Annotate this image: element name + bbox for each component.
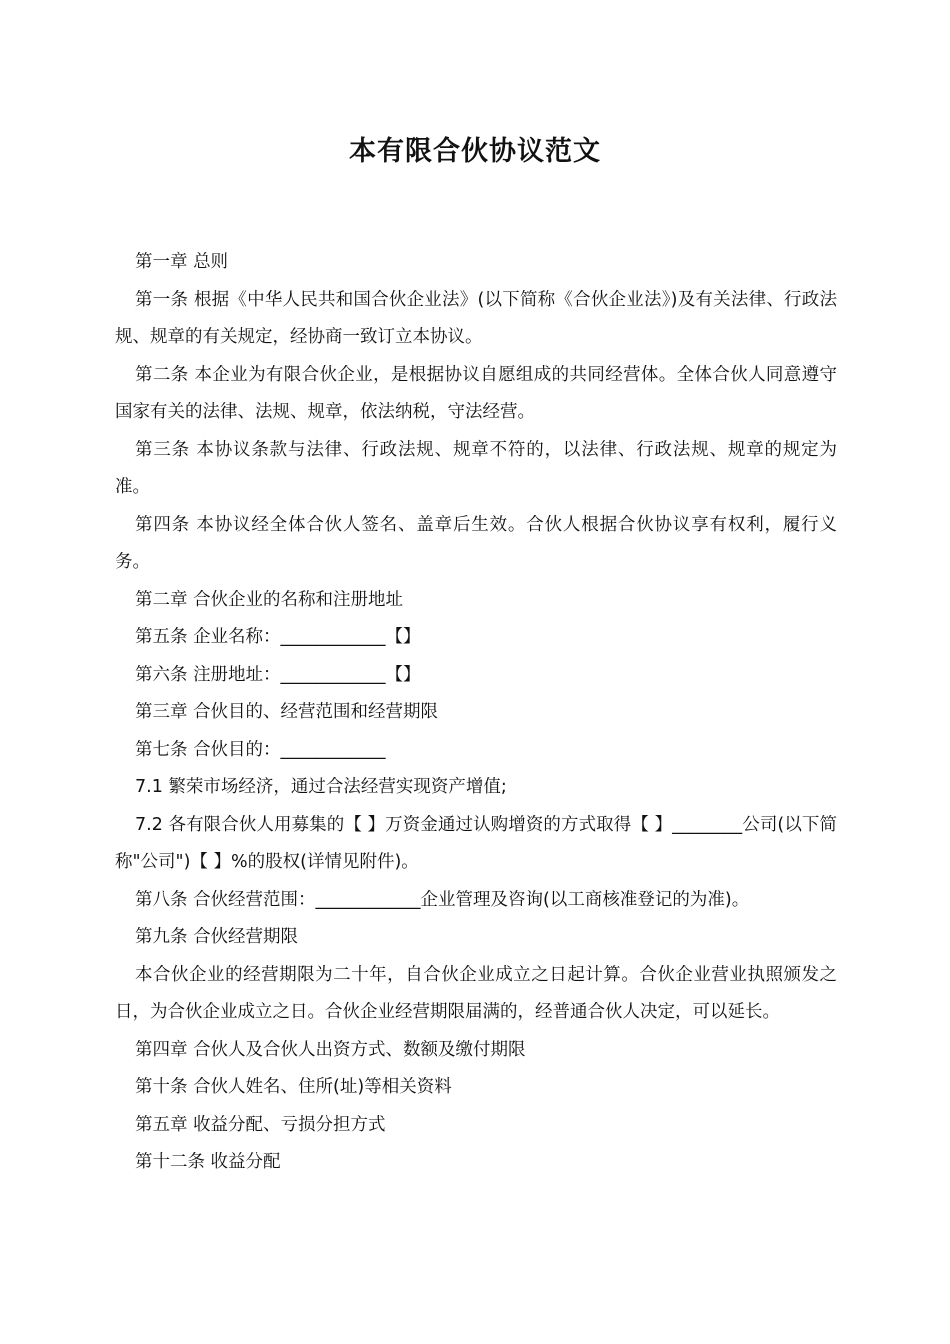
article-paragraph: 第三条 本协议条款与法律、行政法规、规章不符的，以法律、行政法规、规章的规定为准。 [115,439,837,497]
article-paragraph: 第八条 合伙经营范围：____________企业管理及咨询(以工商核准登记的为准)。 [135,889,750,910]
chapter-heading: 第二章 合伙企业的名称和注册地址 [135,589,404,610]
clause-paragraph: 7.1 繁荣市场经济，通过合法经营实现资产增值; [135,777,507,797]
article-paragraph: 第十二条 收益分配 [135,1152,281,1172]
document-title: 本有限合伙协议范文 [349,136,601,167]
article-paragraph: 第四条 本协议经全体合伙人签名、盖章后生效。合伙人根据合伙协议享有权利，履行义务。 [115,514,837,572]
article-paragraph: 第七条 合伙目的：____________ [135,739,386,760]
article-paragraph: 第二条 本企业为有限合伙企业，是根据协议自愿组成的共同经营体。全体合伙人同意遵守国家有关的法律、法规、规章，依法纳税，守法经营。 [115,364,837,422]
chapter-heading: 第三章 合伙目的、经营范围和经营期限 [135,702,439,722]
body-paragraph: 本合伙企业的经营期限为二十年，自合伙企业成立之日起计算。合伙企业营业执照颁发之日，为合伙企业成立之日。合伙企业经营期限届满的，经普通合伙人决定，可以延长。 [115,964,837,1022]
chapter-heading: 第五章 收益分配、亏损分担方式 [135,1114,386,1135]
article-paragraph: 第六条 注册地址：____________【】 [135,664,421,685]
article-paragraph: 第五条 企业名称：____________【】 [135,627,421,647]
chapter-heading: 第一章 总则 [135,252,229,272]
document-body [115,244,837,1182]
article-paragraph: 第十条 合伙人姓名、住所(址)等相关资料 [135,1077,452,1097]
clause-paragraph: 7.2 各有限合伙人用募集的【 】万资金通过认购增资的方式取得【 】________公司(以下简称"公司")【 】%的股权(详情见附件)。 [115,814,837,872]
article-paragraph: 第九条 合伙经营期限 [135,927,299,947]
chapter-heading: 第四章 合伙人及合伙人出资方式、数额及缴付期限 [135,1039,526,1060]
article-paragraph: 第一条 根据《中华人民共和国合伙企业法》(以下简称《合伙企业法》)及有关法律、行政法规、规章的有关规定，经协商一致订立本协议。 [115,289,837,347]
